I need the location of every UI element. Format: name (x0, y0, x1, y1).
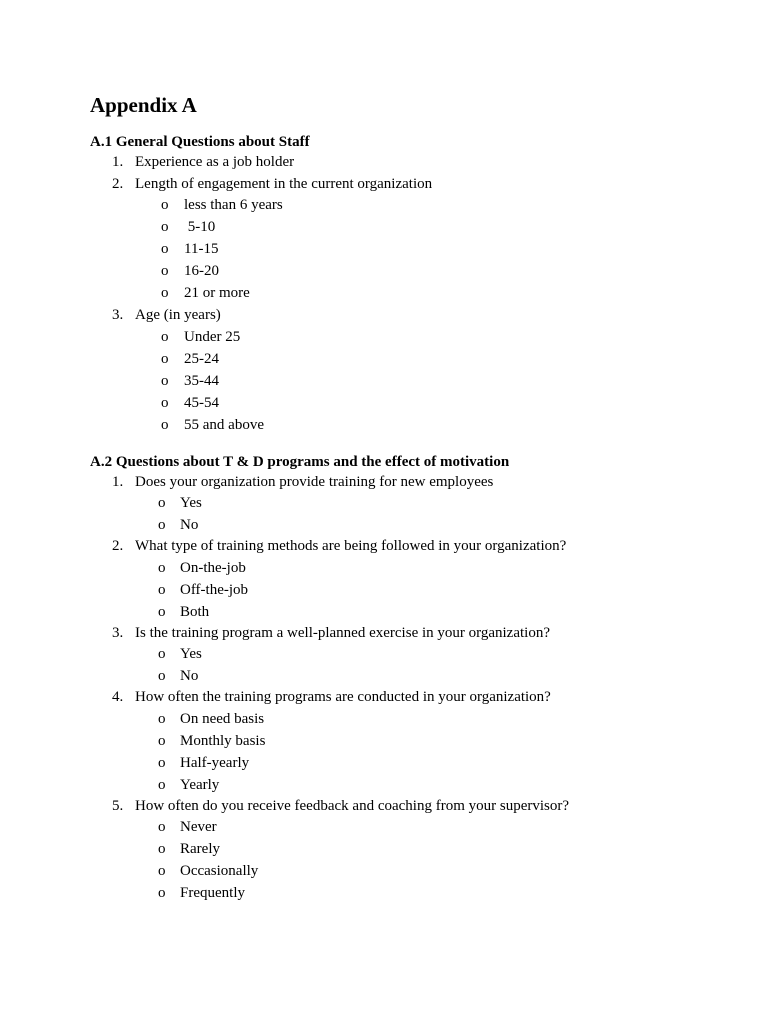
circle-bullet-icon: o (158, 559, 166, 576)
option-text: Yes (180, 495, 202, 511)
option-text: 35-44 (184, 372, 219, 389)
circle-bullet-icon: o (158, 819, 166, 835)
question-item (90, 536, 710, 623)
question-item (90, 174, 710, 305)
option-text: Yearly (180, 776, 220, 793)
answer-option (90, 838, 710, 860)
question-number: 1. (112, 473, 124, 490)
document-page (90, 92, 710, 904)
appendix-title: Appendix A (90, 93, 197, 117)
circle-bullet-icon: o (161, 197, 169, 213)
section-a1-questions (90, 152, 710, 436)
answer-option (90, 882, 710, 904)
question-text: How often do you receive feedback and coaching from your supervisor? (135, 797, 570, 814)
circle-bullet-icon: o (158, 517, 166, 533)
circle-bullet-icon: o (158, 841, 166, 857)
answer-options (90, 557, 710, 623)
circle-bullet-icon: o (158, 581, 166, 598)
answer-option (90, 557, 710, 579)
circle-bullet-icon: o (158, 885, 166, 901)
answer-option (90, 708, 710, 730)
section-a2-heading: A.2 Questions about T & D programs and the effect of motivation (90, 453, 510, 470)
option-text: 11-15 (184, 241, 219, 257)
question-text: What type of training methods are being followed in your organization? (135, 538, 567, 554)
question-number: 4. (112, 689, 124, 705)
option-text: No (180, 668, 199, 684)
circle-bullet-icon: o (161, 328, 169, 345)
circle-bullet-icon: o (161, 372, 169, 389)
option-text: No (180, 517, 199, 533)
option-text: Frequently (180, 885, 245, 901)
answer-option (90, 238, 710, 260)
circle-bullet-icon: o (158, 863, 166, 879)
answer-options (90, 708, 710, 796)
question-line (90, 174, 710, 196)
question-item (90, 687, 710, 796)
question-item (90, 623, 710, 688)
option-text: On-the-job (180, 559, 246, 576)
answer-option (90, 665, 710, 687)
answer-option (90, 579, 710, 601)
circle-bullet-icon: o (161, 350, 169, 367)
question-item (90, 796, 710, 905)
question-line (90, 687, 710, 709)
option-text: 45-54 (184, 394, 219, 411)
question-number: 5. (112, 797, 124, 814)
option-text: Yes (180, 646, 202, 662)
question-text: How often the training programs are conducted in your organization? (135, 689, 551, 705)
circle-bullet-icon: o (161, 416, 169, 433)
option-text: 25-24 (184, 350, 219, 367)
circle-bullet-icon: o (158, 754, 166, 771)
answer-options (90, 816, 710, 904)
option-text: Never (180, 819, 217, 835)
circle-bullet-icon: o (161, 219, 169, 235)
question-text: Experience as a job holder (135, 154, 295, 170)
question-item (90, 152, 710, 174)
option-text: Half-yearly (180, 754, 250, 771)
answer-option (90, 348, 710, 370)
answer-option (90, 774, 710, 796)
question-line (90, 472, 710, 494)
option-text: 55 and above (184, 416, 264, 433)
answer-option (90, 370, 710, 392)
option-text: 16-20 (184, 263, 219, 279)
question-item (90, 305, 710, 436)
question-number: 2. (112, 538, 124, 554)
question-line (90, 305, 710, 327)
question-text: Age (in years) (135, 307, 221, 323)
answer-options (90, 492, 710, 536)
option-text: 5-10 (184, 219, 216, 235)
answer-option (90, 260, 710, 282)
option-text: Monthly basis (180, 732, 266, 749)
option-text: Off-the-job (180, 581, 249, 598)
option-text: On need basis (180, 710, 265, 727)
question-number: 3. (112, 307, 124, 323)
circle-bullet-icon: o (161, 285, 169, 301)
circle-bullet-icon: o (158, 732, 166, 749)
answer-option (90, 216, 710, 238)
circle-bullet-icon: o (161, 263, 169, 279)
circle-bullet-icon: o (161, 394, 169, 411)
question-text: Does your organization provide training for new employees (135, 473, 494, 490)
section-a1-heading: A.1 General Questions about Staff (90, 134, 310, 150)
circle-bullet-icon: o (161, 241, 169, 257)
answer-option (90, 643, 710, 665)
answer-option (90, 514, 710, 536)
question-text: Length of engagement in the current organization (135, 175, 433, 192)
question-line (90, 536, 710, 558)
question-item (90, 472, 710, 537)
option-text: 21 or more (184, 285, 250, 301)
answer-option (90, 752, 710, 774)
option-text: less than 6 years (184, 197, 283, 213)
answer-options (90, 194, 710, 304)
option-text: Rarely (180, 841, 220, 857)
answer-option (90, 414, 710, 436)
section-a2-questions (90, 472, 710, 905)
answer-option (90, 194, 710, 216)
answer-option (90, 492, 710, 514)
circle-bullet-icon: o (158, 646, 166, 662)
answer-option (90, 860, 710, 882)
option-text: Occasionally (180, 863, 259, 879)
question-line (90, 152, 710, 174)
answer-option (90, 282, 710, 304)
circle-bullet-icon: o (158, 710, 166, 727)
question-line (90, 796, 710, 818)
answer-option (90, 326, 710, 348)
circle-bullet-icon: o (158, 603, 166, 620)
question-number: 1. (112, 154, 124, 170)
answer-options (90, 326, 710, 436)
answer-option (90, 730, 710, 752)
answer-option (90, 816, 710, 838)
question-number: 3. (112, 624, 124, 641)
question-number: 2. (112, 175, 124, 192)
answer-option (90, 601, 710, 623)
circle-bullet-icon: o (158, 495, 166, 511)
circle-bullet-icon: o (158, 668, 166, 684)
circle-bullet-icon: o (158, 776, 166, 793)
option-text: Under 25 (184, 328, 241, 345)
question-line (90, 623, 710, 645)
option-text: Both (180, 603, 210, 620)
answer-option (90, 392, 710, 414)
question-text: Is the training program a well-planned exercise in your organization? (135, 624, 550, 641)
answer-options (90, 643, 710, 687)
